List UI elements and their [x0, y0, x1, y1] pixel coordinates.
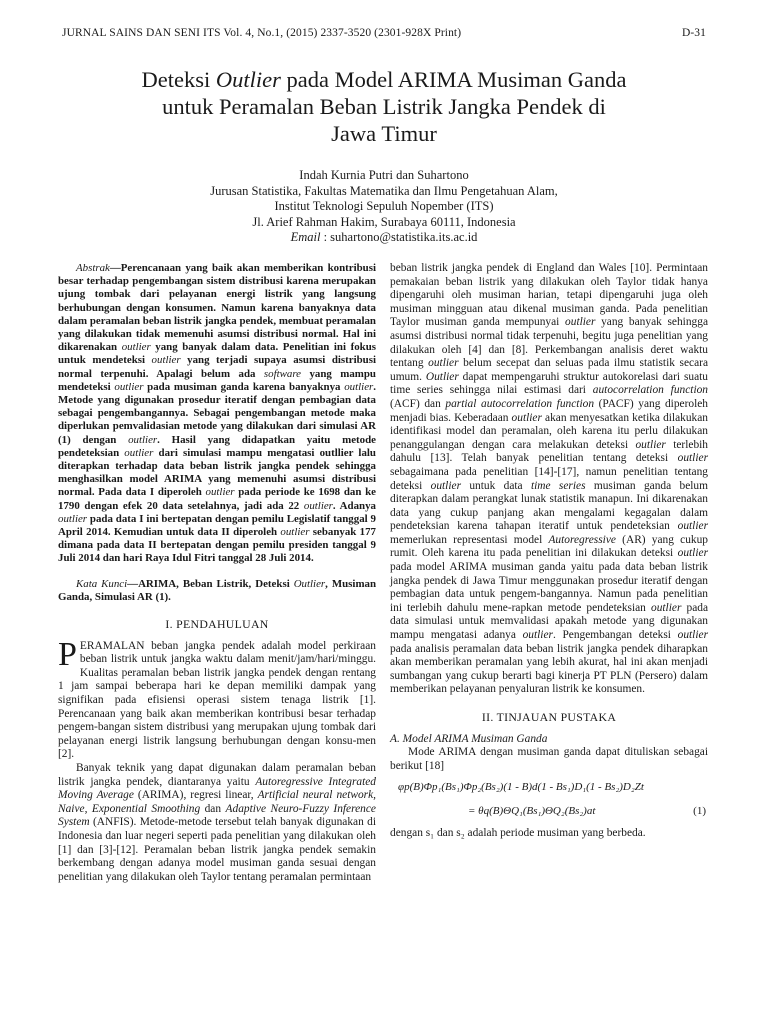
title-text: Deteksi: [141, 67, 216, 92]
author-institution: Institut Teknologi Sepuluh Nopember (ITS): [274, 199, 494, 213]
paper-title: [60, 66, 708, 147]
right-column: [390, 262, 708, 841]
author-email: [60, 230, 708, 246]
equation-line-2: = θq(B)ΘQ₁(Bs₁)ΘQ₂(Bs₂)at: [468, 805, 596, 818]
section-heading-pendahuluan: I. PENDAHULUAN: [165, 617, 269, 632]
section-heading-tinjauan: II. TINJAUAN PUSTAKA: [481, 710, 617, 724]
title-line-2: untuk Peramalan Beban Listrik Jangka Pendek di: [162, 94, 606, 119]
email-label: Email: [290, 230, 321, 244]
author-block: [60, 168, 708, 246]
intro-paragraph-2: Banyak teknik yang dapat digunakan dalam peramalan beban listrik jangka pendek, diantaranya yaitu Autoregressive Integrated Moving Average (ARIMA), regresi linear, Artificial neural network, Naive, Exponential Smoothing dan Adaptive Neuro-Fuzzy Inference System (ANFIS). Metode-metode tersebut telah banyak digunakan di Indonesia dan luar negeri seperti pada penelitian yang dilakukan oleh [1] dan [3]-[12]. Peramalan beban listrik jangka pendek semakin berkembang dengan adanya model musiman ganda sesuai dengan penelitian yang dilakukan oleh Taylor tentang peramalan permintaan: [58, 762, 377, 883]
subsection-heading: A. Model ARIMA Musiman Ganda: [390, 732, 548, 745]
abstract: Abstrak—Perencanaan yang baik akan memberikan kontribusi besar terhadap pengembangan sistem distribusi karena merupakan ujung tombak dari pelayanan energi listrik yang langsung berhubungan dengan konsumen. Namun karena banyaknya data dalam peramalan beban listrik jangka pendek, membuat peramalan yang dilakukan tidak memenuhi asumsi distribusi normal. Hal ini dikarenakan outlier yang banyak dalam data. Penelitian ini fokus untuk mendeteksi outlier yang terjadi supaya asumsi distribusi normal terpenuhi. Apalagi belum ada software yang mampu mendeteksi outlier pada musiman ganda karena banyaknya outlier. Metode yang digunakan prosedur iteratif dengan pembagian data sebagai pengembangannya. Sebagai pengembangan metode maka diperlukan pemvalidasian metode yang dilakukan dari simulasi AR (1) dengan outlier. Hasil yang didapatkan yaitu metode pendeteksian outlier dari simulasi mampu mengatasi outllier lalu diterapkan terhadap data beban listrik jangka pendek sehingga menghasilkan model ARIMA yang memenuhi asumsi distribusi normal. Pada data I diperoleh outlier pada periode ke 1698 dan ke 1790 dengan efek 20 data setelahnya, jadi ada 22 outlier. Adanya outlier pada data I ini bertepatan dengan pemilu Legislatif tanggal 9 April 2014. Kemudian untuk data II diperoleh outlier sebanyak 177 dimana pada data II bertepatan dengan pemilu presiden tanggal 9 Juli 2014 dan hari Raya Idul Fitri tanggal 28 Juli 2014.: [58, 262, 377, 565]
page-number: D-31: [681, 27, 706, 39]
title-text: pada Model ARIMA Musiman Ganda: [280, 67, 627, 92]
left-column: [58, 262, 376, 884]
equation-1: [390, 777, 708, 825]
equation-description: dengan s₁ dan s₂ adalah periode musiman yang berbeda.: [390, 827, 646, 840]
equation-number: (1): [693, 805, 706, 818]
model-paragraph: Mode ARIMA dengan musiman ganda dapat dituliskan sebagai berikut [18]: [390, 746, 708, 772]
running-header: [62, 27, 706, 39]
abstract-label: Abstrak: [76, 262, 110, 274]
title-italic: Outlier: [215, 67, 281, 92]
title-line-3: Jawa Timur: [331, 121, 437, 146]
drop-cap: P: [58, 635, 77, 673]
equation-line-1: φp(B)Φp₁(Bs₁)Φp₂(Bs₂)(1 - B)d(1 - Bs₁)D₁(1 - Bs₂)D₂Zt: [398, 781, 644, 794]
intro-paragraph-3: beban listrik jangka pendek di England dan Wales [10]. Permintaan pemakaian beban listrik yang dilakukan oleh Taylor tidak hanya dipengaruhi oleh musiman harian, tetapi dipengaruhi juga oleh musiman mingguan atau dikenal musiman ganda. Pada penelitian Taylor musiman ganda mempunyai outlier yang banyak sehingga asumsi distribusi normal tidak terpenuhi, begitu juga penelitian yang dilakukan oleh [4] dan [8]. Perkembangan analisis deret waktu tentang outlier belum secepat dan seluas pada ilmu statistik secara umum. Outlier dapat mempengaruhi struktur autokorelasi dari suatu time series sehingga nilai estimasi dari autocorrelation function (ACF) dan partial autocorrelation function (PACF) yang diperoleh menjadi bias. Keberadaan outlier akan menyesatkan ketika dilakukan identifikasi model dan peramalan, oleh karena itu perlu dilakukan penanggulangan dengan cara melakukan deteksi outlier terlebih dahulu [13]. Telah banyak penelitian tentang deteksi outlier sebagaimana pada penelitian [14]-[17], namun penelitian tentang deteksi outlier untuk data time series musiman ganda belum diterapkan dalam perangkat lunak statistik manapun. Ini dikarenakan data yang cukup panjang akan mengalami kegagalan dalam pendeteksian karena tahapan iteratif untuk pendeteksian outlier memerlukan representasi model Autoregressive (AR) yang cukup rumit. Oleh karena itu pada penelitian ini dilakukan deteksi outlier pada model ARIMA musiman ganda yaitu pada data beban listrik jangka pendek di Jawa Timur menggunakan prosedur iteratif dengan pembagian data untuk pengem-bangannya. Namun pada penelitian ini terlebih dahulu mene-rapkan metode pendeteksian outlier pada data simulasi untuk memvalidasi apakah metode yang digunakan mampu mengatasi adanya outlier. Pengembangan deteksi outlier pada analisis peramalan data beban listrik jangka pendek diharapkan akan memberikan peramalan yang lebih akurat, hal ini akan menjadi sumbangan yang cukup berarti bagi kinerja PT PLN (Persero) dalam memberikan pelayanan penyaluran listrik ke konsumen.: [390, 262, 709, 696]
keywords: Kata Kunci—ARIMA, Beban Listrik, Deteksi Outlier, Musiman Ganda, Simulasi AR (1).: [58, 577, 377, 603]
email-address: : suhartono@statistika.its.ac.id: [320, 230, 478, 244]
author-names: Indah Kurnia Putri dan Suhartono: [299, 168, 469, 182]
author-department: Jurusan Statistika, Fakultas Matematika dan Ilmu Pengetahuan Alam,: [210, 183, 558, 198]
author-address: Jl. Arief Rahman Hakim, Surabaya 60111, Indonesia: [252, 214, 516, 229]
keywords-label: Kata Kunci: [76, 577, 128, 590]
intro-paragraph-1: PERAMALAN beban jangka pendek adalah model perkiraan beban listrik untuk jangka waktu dalam menit/jam/hari/minggu. Kualitas peramalan beban listrik jangka pendek dengan rentang 1 jam sampai beberapa hari ke depan memiliki dampak yang signifikan pada efisiensi operasi sistem tenaga listrik [1]. Perencanaan yang baik akan memberikan kontribusi besar terhadap pengem-bangan sistem distribusi yang merupakan ujung tombak dari pelayanan energi listrik langsung berhubungan dengan konsu-men [2].: [58, 635, 376, 761]
journal-info: JURNAL SAINS DAN SENI ITS Vol. 4, No.1, (2015) 2337-3520 (2301-928X Print): [62, 27, 462, 39]
